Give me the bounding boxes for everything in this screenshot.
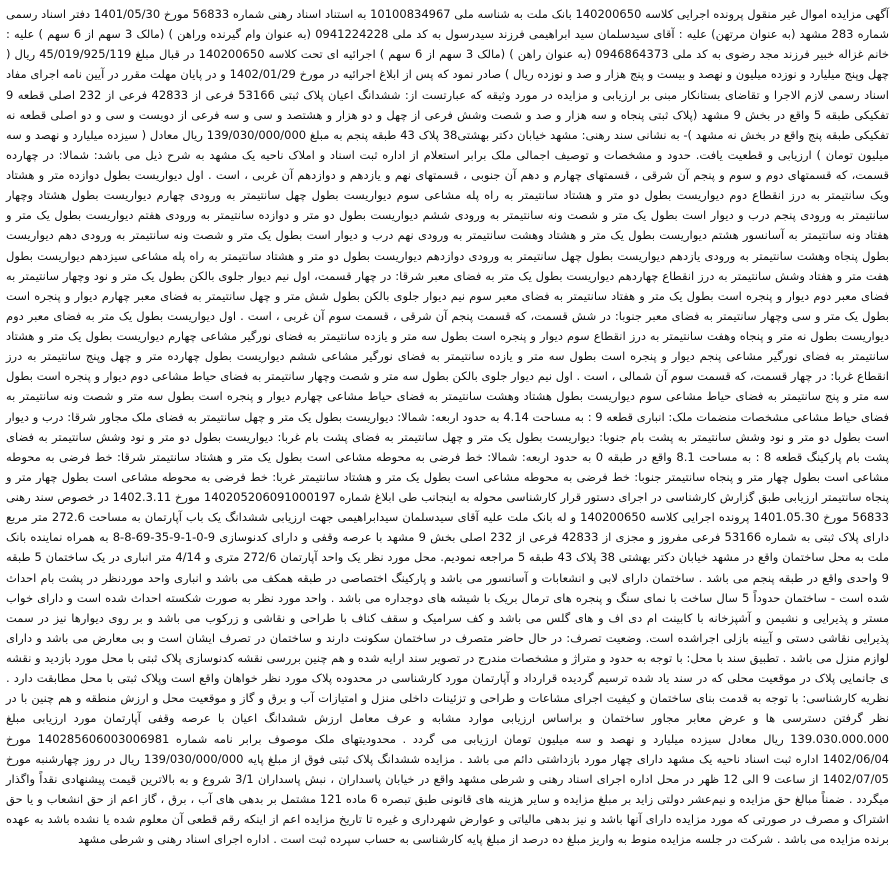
auction-notice-text: آگهی مزایده اموال غیر منقول پرونده اجرایی کلاسه 140200650 بانک ملت به شناسه ملی 10100834967 به استناد اسناد رهنی شماره 56833 مورخ 1401/05/30 دفتر اسناد رسمی شماره 283 مشهد (به عنوان مرتهن) علیه : آقای سیدسلمان سید ابراهیمی فرزند سیدرسول به کد ملی 0941224228 (به عنوان وام گیرنده وراهن ) (مالک 3 سهم از 6 سهم ) علیه : خانم غزاله خبیر فرزند مجد رضوی به کد ملی 0946864373 (به عنوان راهن ) (مالک 3 سهم از 6 سهم ) اجرائیه ای تحت کلاسه 140200650 در قبال مبلغ 45/019/925/119 ریال ( چهل وپنج میلیارد و نوزده میلیون و نهصد و بیست و پنج هزار و صد و نوزده ریال ) صادر نمود که پس از ابلاغ اجرائیه در مورخ 1402/01/29 و در پایان مهلت مقرر در آیین نامه اجرای مفاد اسناد رسمی لازم الاجرا و تقاضای بستانکار مبنی بر ارزیابی و مزایده در مورد وثیقه که عبارتست از: ششدانگ اعیان پلاک ثبتی 53166 فرعی از 42833 فرعی از 232 اصلی قطعه 9 تفکیکی طبقه 5 واقع در بخش 9 مشهد (پلاک ثبتی پنجاه و سه هزار و صد و شصت وشش فرعی از چهل و دو هزار و هشتصد و سی و سه فرعی از دویست و سی و دو اصلی قطعه نه تفکیکی طبقه پنج واقع در بخش نه مشهد )- به نشانی سند رهنی: مشهد خیابان دکتر بهشتی38 پلاک 43 طبقه پنجم به مبلغ 139/030/000/000 ریال معادل ( سیزده میلیارد و نهصد و سه میلیون تومان ) ارزیابی و قطعیت یافت. حدود و مشخصات و توصیف اجمالی ملک برابر استعلام از اداره ثبت اسناد و املاک ناحیه یک مشهد به شرح ذیل می باشد: شمالا: در چهارده قسمت، که قسمتهای دوم و سوم و پنجم آن شرقی ، قسمتهای چهارم و دهم آن جنوبی ، قسمتهای نهم و یازدهم و دوازدهم آن غربی ، است . اول دیواریست بطول دوازده متر و هشتاد ویک سانتیمتر به درز انقطاع دوم دیواریست بطول دو متر و هشتاد سانتیمتر به راه پله مشاعی سوم دیواریست بطول چهل سانتیمتر به ورودی چهارم دیواریست بطول هشتاد وچهار سانتیمتر به ورودی پنجم درب و دیوار است بطول یک متر و شصت ونه سانتیمتر به ورودی ششم دیواریست بطول دو متر و دوازده سانتیمتر به ورودی هفتم دیواریست بطول یک متر و هفتاد ونه سانتیمتر به آسانسور هشتم دیواریست بطول یک متر و هشتاد وهشت سانتیمتر به ورودی نهم درب و دیوار است بطول یک متر و شصت ونه سانتیمتر به ورودی دهم دیواریست بطول پنجاه وهشت سانتیمتر به ورودی یازدهم دیواریست بطول چهل سانتیمتر به ورودی دوازدهم دیواریست بطول دو متر و هشتاد سانتیمتر به راه پله مشاعی سیزدهم دیواریست بطول هفت متر و هفتاد وشش سانتیمتر به درز انقطاع چهاردهم دیواریست بطول یک متر به فضای معبر شرقا: در چهار قسمت، اول نیم دیوار جلوی بالکن بطول یک متر و نود وچهار سانتیمتر به فضای معبر دوم دیوار و پنجره است بطول یک متر و هفتاد سانتیمتر به فضای معبر سوم نیم دیوار جلوی بالکن بطول شش متر و چهل سانتیمتر به فضای معبر چهارم دیوار و پنجره است بطول یک متر و سی وچهار سانتیمتر به فضای معبر جنوبا: در شش قسمت، که قسمت پنجم آن شرقی ، قسمت سوم آن غربی ، است . اول دیواریست بطول یک متر به فضای معبر دوم دیواریست بطول نه متر و پنجاه وهفت سانتیمتر به درز انقطاع سوم دیوار و پنجره است بطول سه متر و یازده سانتیمتر به فضای نورگیر مشاعی چهارم دیواریست بطول یک متر و هشتاد سانتیمتر به فضای نورگیر مشاعی پنجم دیوار و پنجره است بطول سه متر و یازده سانتیمتر به فضای نورگیر مشاعی ششم دیواریست بطول چهارده متر و چهل وپنج سانتیمتر به درز انقطاع غربا: در چهار قسمت، که قسمت سوم آن شمالی ، است . اول نیم دیوار جلوی بالکن بطول سه متر و شصت وچهار سانتیمتر به فضای حیاط مشاعی دوم دیوار و پنجره است بطول سه متر و پنج سانتیمتر به فضای حیاط مشاعی سوم دیواریست بطول هشتاد وهشت سانتیمتر به فضای حیاط مشاعی چهارم دیوار و پنجره است بطول سه متر و شصت ونه سانتیمتر به فضای حیاط مشاعی مشخصات منضمات ملک: انباری قطعه 9 : به مساحت 4.14 به حدود اربعه: شمالا: دیواریست بطول یک متر و چهل سانتیمتر به فضای ملک مجاور شرقا: درب و دیوار است بطول دو متر و نود وشش سانتیمتر به پشت بام جنوبا: دیواریست بطول یک متر و چهل سانتیمتر به فضای پشت بام غربا: دیواریست بطول دو متر و نود وشش سانتیمتر به فضای پشت بام پارکینگ قطعه 8 : به مساحت 8.1 واقع در طبقه 0 به حدود اربعه: شمالا: خط فرضی به محوطه مشاعی است بطول یک متر و هشتاد سانتیمتر شرقا: خط فرضی به محوطه مشاعی است بطول چهار متر و پنجاه سانتیمتر جنوبا: خط فرضی به محوطه مشاعی است بطول یک متر و هشتاد سانتیمتر غربا: خط فرضی به محوطه مشاعی است بطول چهار متر و پنجاه سانتیمتر ارزیابی طبق گزارش کارشناسی در اجرای دستور قرار کارشناسی محوله به اینجانب طی ابلاغ شماره 140205206091000197 مورخ 1402.3.11 در خصوص سند رهنی 56833 مورخ 1401.05.30 پرونده اجرایی کلاسه 140200650 و له بانک ملت علیه آقای سیدسلمان سیدابراهیمی جهت ارزیابی ششدانگ یک باب آپارتمان به مساحت 272.6 متر مربع دارای پلاک ثبتی به شماره 53166 فرعی مفروز و مجزی از 42833 فرعی از 232 اصلی بخش 9 مشهد با عرصه وقفی و دارای کدنوسازی 9-0-1-9-35-69-8-8 به همراه نماینده بانک ملت به محل ساختمان واقع در مشهد خیابان دکتر بهشتی 38 پلاک 43 طبقه 5 مراجعه نمودیم. محل مورد نظر یک واحد آپارتمان 272/6 متری و 4/14 متر انباری در یک ساختمان 5 طبقه 9 واحدی واقع در طبقه پنجم می باشد . ساختمان دارای لابی و انشعابات و آسانسور می باشد و پارکینگ اختصاصی در طبقه همکف می باشد و انباری واحد موردنظر در پشت بام احداث شده است - ساختمان حدوداً 5 سال ساخت با نمای سنگ و پنجره های ترمال بریک با شیشه های دوجداره می باشد . واحد مورد نظر به صورت شکسته احداث شده است و دارای خواب مستر و پذیرایی و نشیمن و آشپزخانه با کابینت ام دی اف و های گلس می باشد و کف سرامیک و سقف کناف با طراحی و نقاشی و زرکوب می باشد و بر روی دیوارها نیز در سمت پذیرایی نقاشی دستی و آیینه بازلی اجراشده است. وضعیت تصرف: در حال حاضر متصرف در ساختمان سکونت دارند و ساختمان در تصرف ایشان است و بی معارض می باشد و دارای لوازم منزل می باشد . تطبیق سند با محل: با توجه به حدود و متراژ و مشخصات مندرج در تصویر سند ارایه شده و هم چنین بررسی نقشه کدنوسازی پلاک ثبتی با محل مورد بازدید و نقشه ی جانمایی پلاک در موقعیت محلی که در سند یاد شده ترسیم گردیده قرارداد و آپارتمان مورد کارشناسی در محدوده پلاک مورد نظر خواهان واقع است وپلاک ثبتی با محل مطابقت دارد . نظریه کارشناسی: با توجه به قدمت بنای ساختمان و کیفیت اجرای مشاعات و طراحی و تزئینات داخلی منزل و امتیازات آب و برق و گاز و موقعیت محل و ارزش منطقه و هم چنین با در نظر گرفتن دسترسی ها و عرض معابر مجاور ساختمان و براساس ارزیابی موارد مشابه و عرف معامل ارزش ششدانگ اعیان با عرصه وقفی آپارتمان مورد ارزیابی مبلغ 139.030.000.000 ریال معادل سیزده میلیارد و نهصد و سه میلیون تومان ارزیابی می گردد . محدودیتهای ملک موصوف برابر نامه شماره 140285606003006981 مورخ 1402/06/04 اداره ثبت اسناد ناحیه یک مشهد دارای چهار مورد بازداشتی دائم می باشد . مزایده ششدانگ پلاک ثبتی فوق از مبلغ پایه 139/030/000/000 ریال در روز چهارشنبه مورخ 1402/07/05 از ساعت 9 الی 12 ظهر در محل اداره اجرای اسناد رهنی و شرطی مشهد واقع در خیابان پاسداران ، نبش پاسداران 3/1 شروع و به بالاترین قیمت پیشنهادی نقداً واگذار میگردد . ضمناً مبالغ حق مزایده و نیم‌عشر دولتی زاید بر مبلغ مزایده و سایر هزینه های قانونی طبق تبصره 6 ماده 121 مشتمل بر بدهی های آب ، برق ، گاز اعم از حق انشعاب و یا حق اشتراک و مصرف در صورتی که مورد مزایده دارای آنها باشد و نیز بدهی مالیاتی و عوارض شهرداری و غیره تا تاریخ مزایده اعم از اینکه رقم قطعی آن معلوم شده یا نشده باشد به عهده برنده مزایده می باشد . شرکت در جلسه مزایده منوط به واریز مبلغ ده درصد از مبلغ پایه کارشناسی به حساب سپرده ثبت است . اداره اجرای اسناد رهنی و شرطی مشهد	[6, 7, 890, 847]
